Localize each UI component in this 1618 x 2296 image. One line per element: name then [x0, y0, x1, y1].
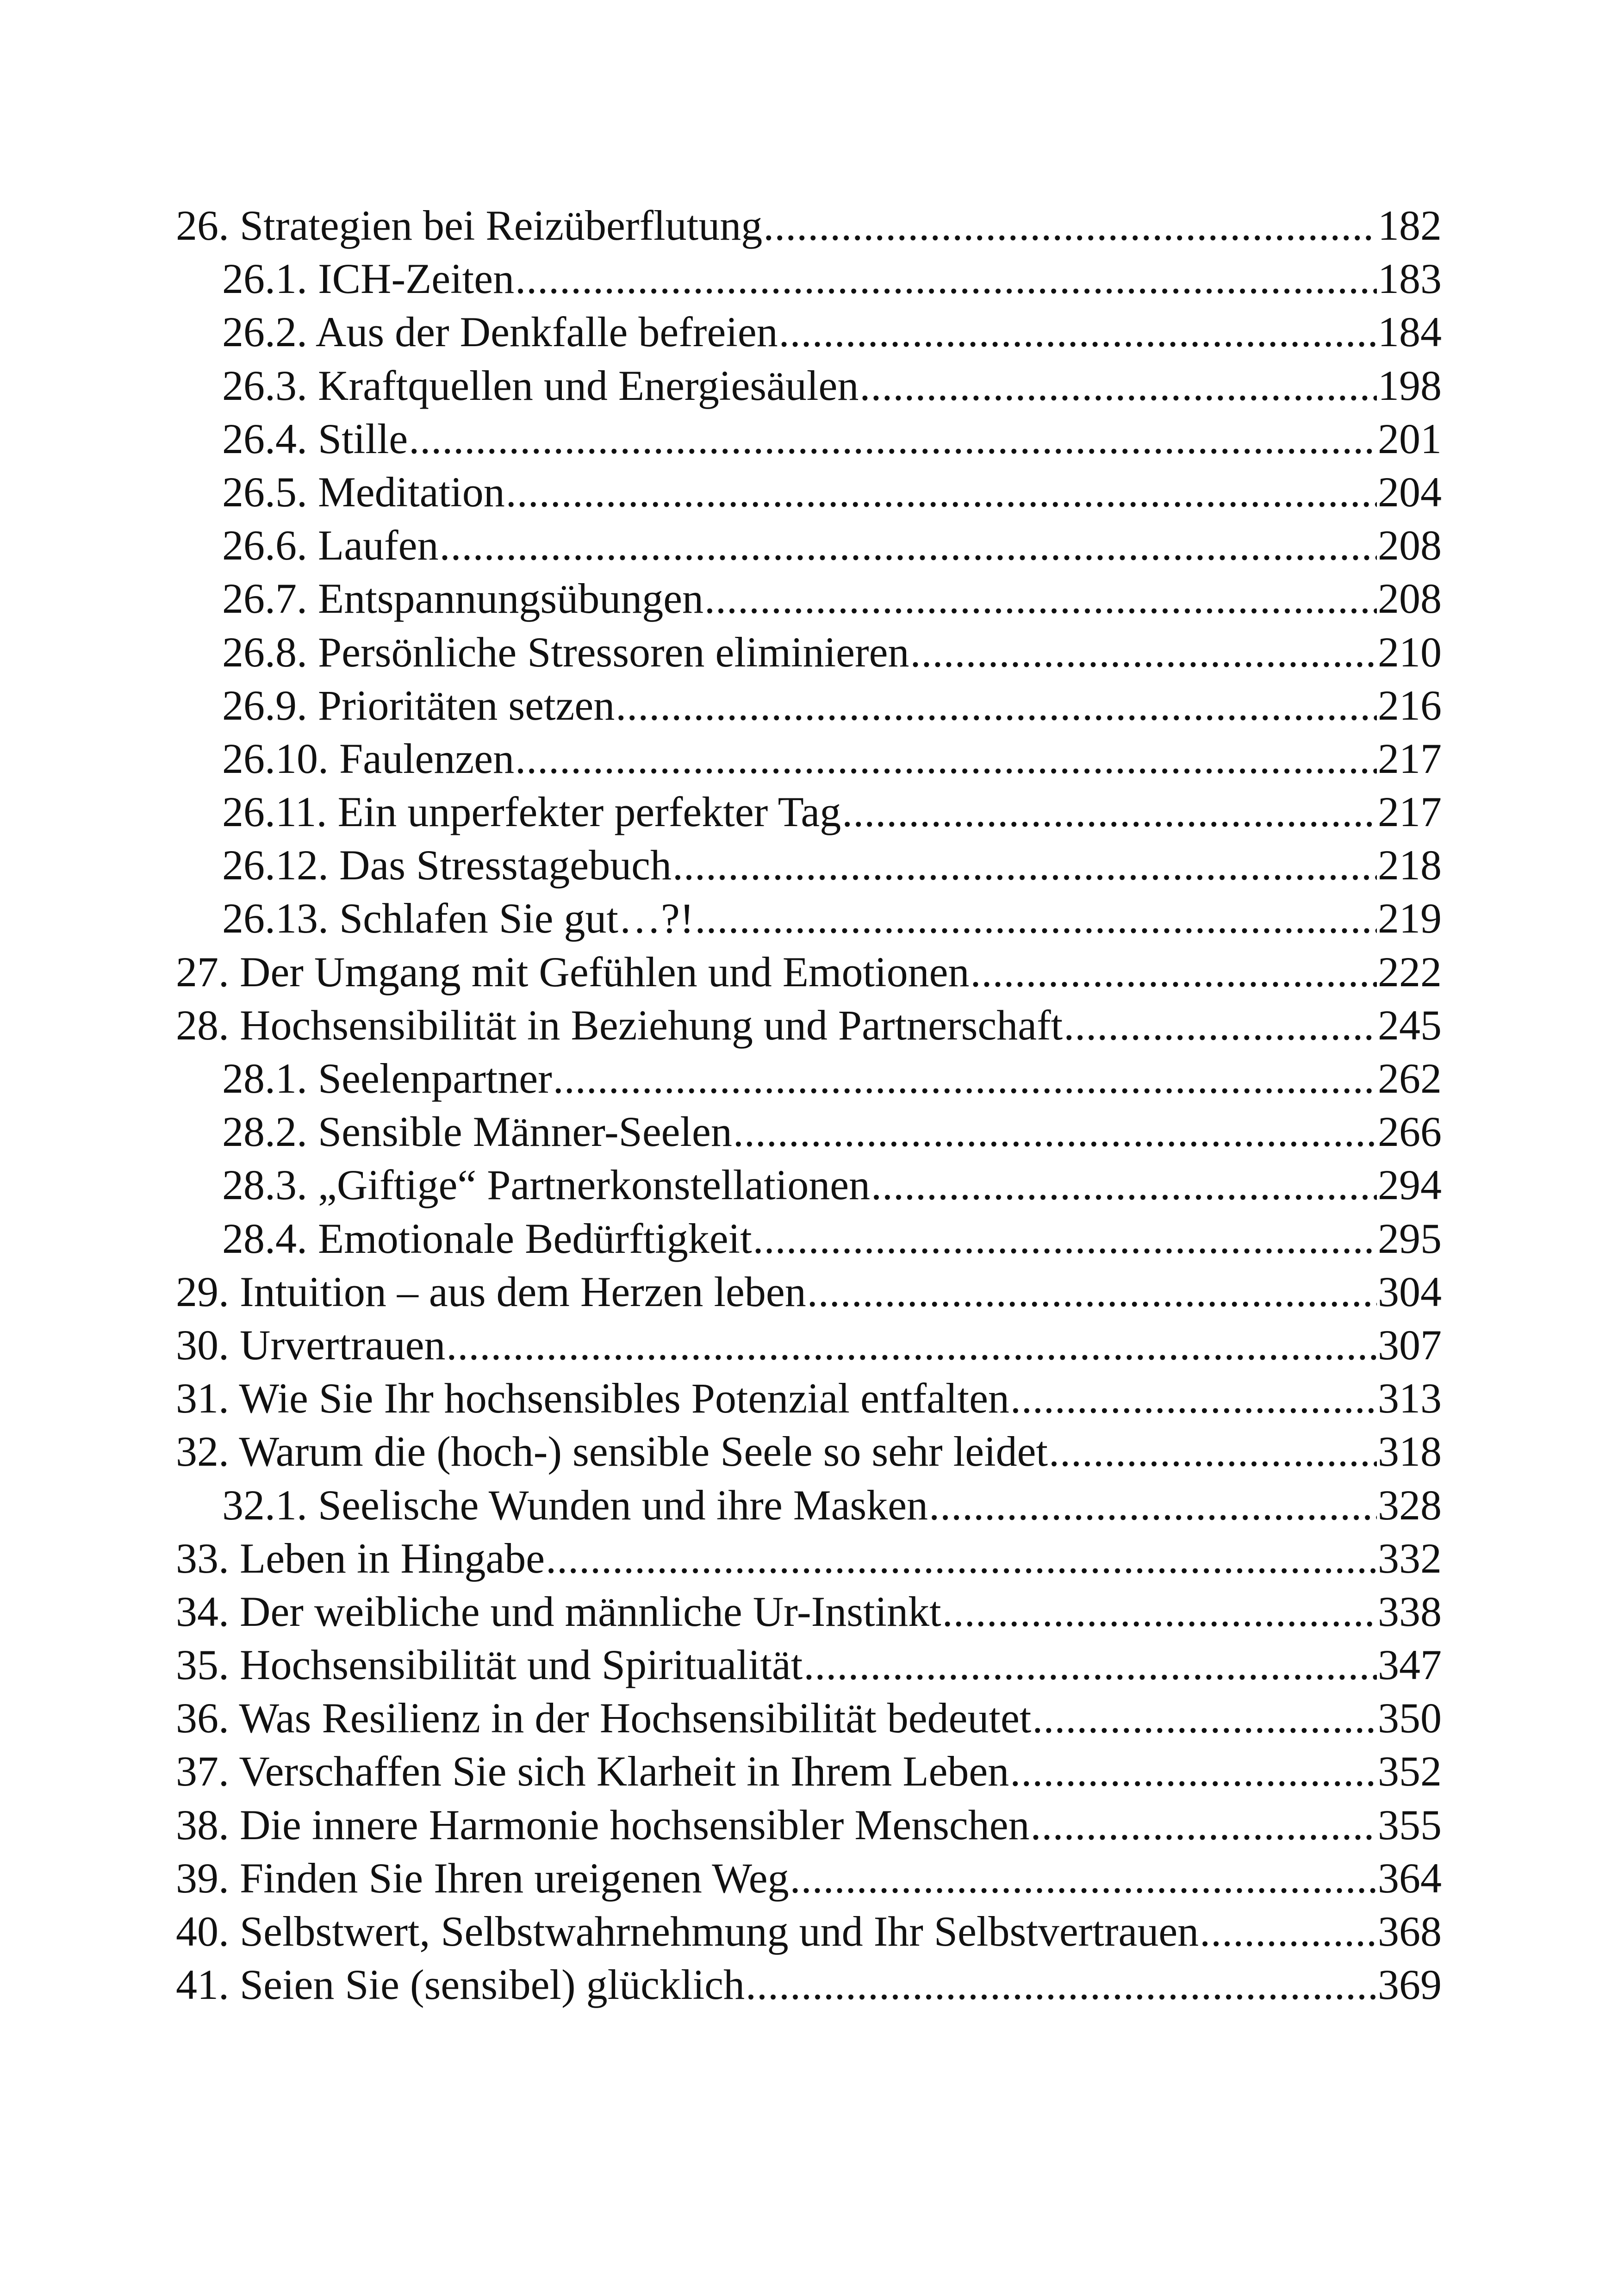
- toc-dot-leader: [409, 412, 1377, 466]
- toc-entry: [176, 1212, 1442, 1265]
- toc-dot-leader: [695, 892, 1377, 945]
- toc-entry: [176, 999, 1442, 1052]
- toc-entry-title: 26.1. ICH-Zeiten: [222, 255, 515, 303]
- toc-entry-title: 26.2. Aus der Denkfalle befreien: [222, 308, 778, 356]
- table-of-contents: [176, 199, 1442, 2011]
- toc-page-number: 218: [1378, 841, 1442, 889]
- toc-page-number: 338: [1378, 1587, 1442, 1635]
- toc-page-number: 364: [1378, 1854, 1442, 1902]
- toc-page-number: 352: [1378, 1748, 1442, 1795]
- toc-entry: [176, 1852, 1442, 1905]
- toc-page-number: 216: [1378, 681, 1442, 729]
- toc-page-number: 184: [1378, 308, 1442, 356]
- toc-entry: [176, 679, 1442, 732]
- toc-entry: [176, 1052, 1442, 1105]
- toc-entry: [176, 785, 1442, 839]
- toc-entry: [176, 1158, 1442, 1212]
- toc-entry-title: 37. Verschaffen Sie sich Klarheit in Ihrem Leben: [176, 1748, 1009, 1795]
- toc-dot-leader: [506, 466, 1377, 519]
- toc-entry: [176, 1372, 1442, 1425]
- toc-entry: [176, 572, 1442, 625]
- toc-dot-leader: [942, 1585, 1377, 1638]
- toc-page-number: 313: [1378, 1375, 1442, 1422]
- toc-dot-leader: [871, 1158, 1377, 1212]
- toc-entry: [176, 1319, 1442, 1372]
- toc-entry-title: 26.3. Kraftquellen und Energiesäulen: [222, 361, 859, 409]
- toc-entry-title: 28.2. Sensible Männer-Seelen: [222, 1108, 732, 1156]
- toc-entry: [176, 892, 1442, 945]
- toc-entry: [176, 305, 1442, 359]
- toc-entry: [176, 1692, 1442, 1745]
- toc-dot-leader: [672, 839, 1377, 892]
- toc-dot-leader: [446, 1319, 1377, 1372]
- toc-entry-title: 38. Die innere Harmonie hochsensibler Menschen: [176, 1801, 1030, 1848]
- toc-page-number: 328: [1378, 1481, 1442, 1529]
- toc-dot-leader: [790, 1852, 1377, 1905]
- toc-entry-title: 28.1. Seelenpartner: [222, 1055, 552, 1102]
- toc-entry: [176, 1585, 1442, 1638]
- toc-entry: [176, 1425, 1442, 1478]
- toc-entry: [176, 1638, 1442, 1692]
- toc-entry-title: 32. Warum die (hoch-) sensible Seele so sehr leidet: [176, 1428, 1048, 1475]
- toc-entry: [176, 1798, 1442, 1852]
- toc-entry: [176, 1905, 1442, 1958]
- toc-dot-leader: [746, 1958, 1377, 2011]
- toc-entry-title: 28.4. Emotionale Bedürftigkeit: [222, 1214, 752, 1262]
- toc-dot-leader: [515, 732, 1377, 785]
- toc-entry-title: 26.6. Laufen: [222, 522, 439, 569]
- toc-entry-title: 35. Hochsensibilität und Spiritualität: [176, 1641, 803, 1689]
- toc-dot-leader: [733, 1105, 1377, 1158]
- toc-entry-title: 28. Hochsensibilität in Beziehung und Partnerschaft: [176, 1001, 1063, 1049]
- toc-page-number: 304: [1378, 1268, 1442, 1315]
- toc-entry: [176, 1958, 1442, 2011]
- toc-dot-leader: [440, 519, 1377, 572]
- toc-page-number: 347: [1378, 1641, 1442, 1689]
- toc-page-number: 332: [1378, 1534, 1442, 1582]
- toc-entry: [176, 519, 1442, 572]
- toc-entry: [176, 1265, 1442, 1319]
- toc-page-number: 262: [1378, 1055, 1442, 1102]
- toc-page-number: 204: [1378, 468, 1442, 516]
- toc-page-number: 217: [1378, 734, 1442, 782]
- toc-entry: [176, 1532, 1442, 1585]
- toc-dot-leader: [1032, 1692, 1377, 1745]
- toc-entry-title: 34. Der weibliche und männliche Ur-Instinkt: [176, 1587, 941, 1635]
- toc-entry-title: 27. Der Umgang mit Gefühlen und Emotionen: [176, 948, 970, 996]
- toc-page-number: 198: [1378, 361, 1442, 409]
- toc-page-number: 350: [1378, 1694, 1442, 1742]
- toc-entry-title: 26.9. Prioritäten setzen: [222, 681, 615, 729]
- toc-entry-title: 26.8. Persönliche Stressoren eliminieren: [222, 628, 909, 676]
- toc-page-number: 208: [1378, 575, 1442, 622]
- toc-entry-title: 26.13. Schlafen Sie gut…?!: [222, 895, 694, 942]
- toc-entry-title: 26.5. Meditation: [222, 468, 505, 516]
- toc-entry-title: 41. Seien Sie (sensibel) glücklich: [176, 1961, 745, 2009]
- toc-page-number: 201: [1378, 415, 1442, 462]
- toc-dot-leader: [803, 1638, 1377, 1692]
- toc-entry: [176, 412, 1442, 466]
- toc-page-number: 219: [1378, 895, 1442, 942]
- toc-dot-leader: [515, 252, 1377, 305]
- toc-dot-leader: [842, 785, 1377, 839]
- toc-page-number: 307: [1378, 1321, 1442, 1369]
- toc-dot-leader: [1010, 1372, 1377, 1425]
- toc-page-number: 245: [1378, 1001, 1442, 1049]
- toc-page-number: 266: [1378, 1108, 1442, 1156]
- toc-entry-title: 26.10. Faulenzen: [222, 734, 515, 782]
- toc-dot-leader: [1064, 999, 1377, 1052]
- toc-entry-title: 26. Strategien bei Reizüberflutung: [176, 202, 763, 249]
- toc-page-number: 222: [1378, 948, 1442, 996]
- toc-page-number: 210: [1378, 628, 1442, 676]
- toc-page-number: 183: [1378, 255, 1442, 303]
- toc-entry-title: 28.3. „Giftige“ Partnerkonstellationen: [222, 1161, 871, 1209]
- toc-page-number: 217: [1378, 788, 1442, 836]
- toc-dot-leader: [1031, 1798, 1377, 1852]
- toc-entry-title: 39. Finden Sie Ihren ureigenen Weg: [176, 1854, 789, 1902]
- toc-dot-leader: [546, 1532, 1377, 1585]
- toc-entry-title: 26.12. Das Stresstagebuch: [222, 841, 672, 889]
- toc-entry: [176, 626, 1442, 679]
- toc-page-number: 208: [1378, 522, 1442, 569]
- toc-entry-title: 26.7. Entspannungsübungen: [222, 575, 704, 622]
- toc-dot-leader: [1200, 1905, 1377, 1958]
- toc-dot-leader: [970, 946, 1377, 999]
- toc-entry: [176, 359, 1442, 412]
- toc-entry: [176, 839, 1442, 892]
- toc-dot-leader: [704, 572, 1377, 625]
- toc-entry-title: 26.4. Stille: [222, 415, 408, 462]
- toc-entry-title: 30. Urvertrauen: [176, 1321, 446, 1369]
- toc-entry: [176, 1105, 1442, 1158]
- toc-entry: [176, 466, 1442, 519]
- toc-entry: [176, 1479, 1442, 1532]
- toc-page-number: 318: [1378, 1428, 1442, 1475]
- toc-dot-leader: [929, 1479, 1377, 1532]
- toc-entry-title: 32.1. Seelische Wunden und ihre Masken: [222, 1481, 928, 1529]
- toc-entry-title: 29. Intuition – aus dem Herzen leben: [176, 1268, 806, 1315]
- toc-entry: [176, 252, 1442, 305]
- toc-page-number: 295: [1378, 1214, 1442, 1262]
- toc-entry: [176, 199, 1442, 252]
- toc-entry-title: 31. Wie Sie Ihr hochsensibles Potenzial entfalten: [176, 1375, 1009, 1422]
- toc-entry: [176, 732, 1442, 785]
- toc-page-number: 182: [1378, 202, 1442, 249]
- toc-entry-title: 40. Selbstwert, Selbstwahrnehmung und Ihr Selbstvertrauen: [176, 1908, 1199, 1955]
- toc-page-number: 294: [1378, 1161, 1442, 1209]
- toc-entry-title: 26.11. Ein unperfekter perfekter Tag: [222, 788, 841, 836]
- toc-entry: [176, 946, 1442, 999]
- toc-dot-leader: [779, 305, 1377, 359]
- toc-dot-leader: [1049, 1425, 1377, 1478]
- toc-dot-leader: [616, 679, 1377, 732]
- toc-dot-leader: [1010, 1745, 1377, 1798]
- toc-dot-leader: [553, 1052, 1377, 1105]
- toc-entry-title: 36. Was Resilienz in der Hochsensibilität bedeutet: [176, 1694, 1032, 1742]
- toc-dot-leader: [807, 1265, 1377, 1319]
- toc-dot-leader: [910, 626, 1377, 679]
- toc-dot-leader: [763, 199, 1377, 252]
- toc-page-number: 368: [1378, 1908, 1442, 1955]
- toc-page-number: 355: [1378, 1801, 1442, 1848]
- toc-dot-leader: [753, 1212, 1377, 1265]
- toc-entry: [176, 1745, 1442, 1798]
- toc-page-number: 369: [1378, 1961, 1442, 2009]
- toc-entry-title: 33. Leben in Hingabe: [176, 1534, 545, 1582]
- toc-dot-leader: [859, 359, 1377, 412]
